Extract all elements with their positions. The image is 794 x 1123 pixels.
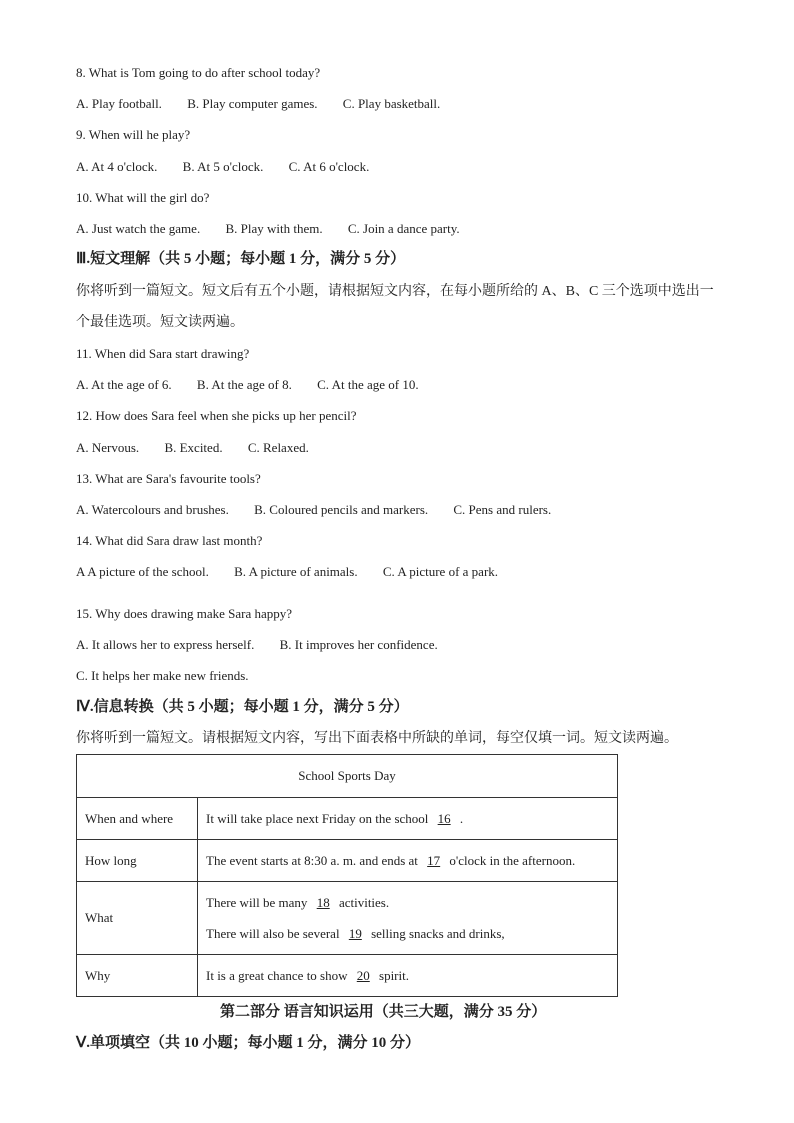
section-4-instruction: 你将听到一篇短文。请根据短文内容，写出下面表格中所缺的单词，每空仅填一词。短文读两遍。: [76, 731, 678, 746]
option-c: C. At the age of 10.: [317, 377, 419, 392]
row-line: [206, 887, 609, 918]
question-13: 13. What are Sara's favourite tools?: [76, 471, 261, 486]
row-line: [206, 918, 609, 949]
question-15: 15. Why does drawing make Sara happy?: [76, 606, 293, 621]
question-12-options: [76, 440, 309, 456]
question-11-options: [76, 377, 419, 393]
option-b: B. A picture of animals.: [234, 564, 358, 579]
question-15-options: [76, 637, 438, 653]
row-text: It will take place next Friday on the school: [206, 810, 432, 826]
question-15-option-c: C. It helps her make new friends.: [76, 668, 249, 683]
option-c: C. A picture of a park.: [382, 564, 499, 579]
row-text: .: [456, 810, 464, 826]
row-text: The event starts at 8:30 a. m. and ends at: [206, 852, 422, 868]
blank-20: 20: [356, 967, 370, 983]
option-c: C. At 6 o'clock.: [288, 159, 370, 174]
row-text: selling snacks and drinks,: [367, 926, 505, 941]
section-4-heading: Ⅳ.信息转换（共 5 小题；每小题 1 分，满分 5 分）: [76, 699, 409, 715]
row-label: How long: [77, 840, 198, 882]
row-label: What: [77, 882, 198, 955]
row-content: [198, 882, 618, 955]
question-9-options: [76, 159, 369, 175]
question-8: 8. What is Tom going to do after school today?: [76, 65, 321, 80]
option-c: C. Join a dance party.: [347, 221, 460, 236]
option-b: B. Coloured pencils and markers.: [254, 502, 429, 517]
question-12: 12. How does Sara feel when she picks up her pencil?: [76, 408, 357, 423]
info-table: [76, 754, 618, 997]
row-text: o'clock in the afternoon.: [446, 852, 576, 868]
option-b: B. Play with them.: [225, 221, 323, 236]
section-3-instruction-cont: 个最佳选项。短文读两遍。: [76, 315, 244, 330]
section-3-heading: Ⅲ.短文理解（共 5 小题；每小题 1 分，满分 5 分）: [76, 251, 406, 267]
option-a: A. At 4 o'clock.: [76, 159, 158, 174]
section-5-heading: Ⅴ.单项填空（共 10 小题；每小题 1 分，满分 10 分）: [76, 1035, 421, 1051]
section-3-instruction: 你将听到一篇短文。短文后有五个小题，请根据短文内容，在每小题所给的 A、B、C 三个选项中选出一: [76, 284, 714, 299]
table-row: [77, 955, 618, 997]
option-a: A. Just watch the game.: [76, 221, 201, 236]
option-b: B. It improves her confidence.: [279, 637, 438, 652]
option-b: B. At the age of 8.: [196, 377, 292, 392]
option-c: C. Play basketball.: [342, 96, 441, 111]
row-content: [198, 798, 618, 840]
table-title: School Sports Day: [77, 755, 618, 798]
table-row: [77, 882, 618, 955]
question-9: 9. When will he play?: [76, 127, 191, 142]
row-text: activities.: [335, 895, 390, 910]
blank-19: 19: [348, 926, 362, 941]
option-c: C. Relaxed.: [247, 440, 309, 455]
option-c: C. Pens and rulers.: [453, 502, 552, 517]
row-label: When and where: [77, 798, 198, 840]
question-14: 14. What did Sara draw last month?: [76, 533, 263, 548]
option-a: A. Watercolours and brushes.: [76, 502, 229, 517]
row-text: There will also be several: [206, 926, 343, 941]
option-a: A. At the age of 6.: [76, 377, 172, 392]
option-b: B. Play computer games.: [187, 96, 318, 111]
option-a: A. Play football.: [76, 96, 162, 111]
row-content: [198, 840, 618, 882]
table-row: [77, 798, 618, 840]
option-b: B. At 5 o'clock.: [182, 159, 264, 174]
question-10-options: [76, 221, 460, 237]
row-content: [198, 955, 618, 997]
blank-17: 17: [427, 852, 441, 868]
question-8-options: [76, 96, 440, 112]
question-14-options: [76, 564, 498, 580]
option-a: A A picture of the school.: [76, 564, 209, 579]
option-a: A. Nervous.: [76, 440, 140, 455]
question-10: 10. What will the girl do?: [76, 190, 210, 205]
row-text: There will be many: [206, 895, 311, 910]
question-13-options: [76, 502, 551, 518]
table-row: [77, 840, 618, 882]
blank-18: 18: [316, 895, 330, 910]
part-2-heading: 第二部分 语言知识运用（共三大题，满分 35 分）: [220, 1004, 547, 1020]
option-b: B. Excited.: [164, 440, 223, 455]
option-a: A. It allows her to express herself.: [76, 637, 255, 652]
question-11: 11. When did Sara start drawing?: [76, 346, 250, 361]
row-text: It is a great chance to show: [206, 967, 351, 983]
row-text: spirit.: [375, 967, 409, 983]
blank-16: 16: [437, 810, 451, 826]
row-label: Why: [77, 955, 198, 997]
